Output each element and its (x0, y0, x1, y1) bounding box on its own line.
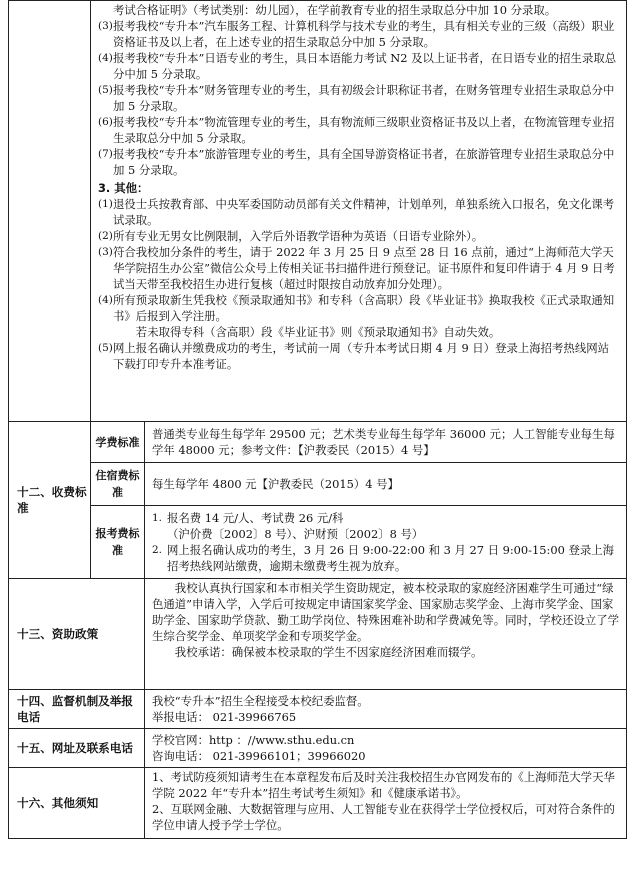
bonus-item (98, 82, 620, 114)
item-sub-text: （沪价费〔2002〕8 号）、沪财预〔2002〕8 号） (167, 527, 424, 541)
other-list (98, 196, 620, 372)
item-text: 报考我校“专升本”财务管理专业的考生，具有初级会计职称证书者，在财务管理专业招生录取总分中加 5 分录取。 (113, 83, 615, 113)
rules-row (9, 1, 627, 422)
item-extra-text: 若未取得专科（含高职）段《毕业证书》则《预录取通知书》自动失效。 (135, 325, 501, 339)
item-text: 所有专业无男女比例限制，入学后外语教学语种为英语（日语专业除外）。 (113, 229, 484, 243)
contact-section-label: 十五、网址及联系电话 (9, 729, 145, 768)
exam-fee-cell (145, 506, 627, 579)
consult-phone: 咨询电话： 021-39966101；39966020 (152, 749, 366, 763)
supervision-section-label: 十四、监督机制及举报电话 (9, 690, 145, 729)
aid-cell (145, 579, 627, 690)
dorm-label: 住宿费标准 (91, 463, 145, 506)
notes-paragraph: 1、考试防疫须知请考生在本章程发布后及时关注我校招生办官网发布的《上海师范大学天华学院 2022 年“专升本”招生考试考生须知》和《健康承诺书》。 (152, 770, 615, 800)
supervision-row (9, 690, 627, 729)
item-number: 2. (152, 544, 163, 556)
item-text: 报考我校“专升本”物流管理专业的考生，具有物流师三级职业资格证书及以上者，在物流管理专业招生录取总分中加 5 分录取。 (113, 115, 615, 145)
item-number: (4) (98, 294, 113, 306)
bonus-list (98, 18, 620, 178)
item-number: (3) (98, 20, 113, 32)
item-text: 网上报名确认并缴费成功的考生，考试前一周（专升本考试日期 4 月 9 日）登录上海招考热线网站下载打印专升本准考证。 (113, 341, 609, 371)
rules-cell (91, 1, 627, 422)
contact-cell (145, 729, 627, 768)
other-item (98, 340, 620, 372)
notes-paragraph: 2、互联网金融、大数据管理与应用、人工智能专业在获得学士学位授权后，可对符合条件的学位申请人授予学士学位。 (152, 802, 615, 832)
exam-fee-item (152, 510, 620, 542)
contact-row (9, 729, 627, 768)
tuition-label: 学费标准 (91, 422, 145, 463)
admission-charter-page (8, 0, 626, 883)
notes-row (9, 768, 627, 839)
item-number: (5) (98, 84, 113, 96)
item-number: (7) (98, 148, 113, 160)
supervision-cell (145, 690, 627, 729)
charter-table (8, 0, 627, 839)
fees-tuition-row (9, 422, 627, 463)
fees-exam-row (9, 506, 627, 579)
aid-section-label: 十三、资助政策 (9, 579, 145, 690)
fees-section-label: 十二、收费标准 (9, 422, 91, 579)
other-item (98, 196, 620, 228)
item-number: (6) (98, 116, 113, 128)
other-heading: 3. 其他： (98, 181, 149, 195)
dorm-text: 每生每学年 4800 元【沪教委民（2015）4 号】 (145, 463, 627, 506)
item-text: 报考我校“专升本”日语专业的考生，具日本语能力考试 N2 及以上证书者，在日语专业的招生录取总分中加 5 分录取。 (113, 51, 617, 81)
aid-row (9, 579, 627, 690)
notes-cell (145, 768, 627, 839)
bonus-item (98, 50, 620, 82)
other-item (98, 244, 620, 292)
bonus-item (98, 18, 620, 50)
other-item (98, 292, 620, 340)
notes-section-label: 十六、其他须知 (9, 768, 145, 839)
bonus-item (98, 114, 620, 146)
bonus-continued-text: 考试合格证明》（考试类别：幼儿园），在学前教育专业的招生录取总分中加 10 分录取。 (113, 3, 557, 17)
item-number: 1. (152, 512, 163, 524)
item-number: (2) (98, 230, 113, 242)
exam-fee-label: 报考费标准 (91, 506, 145, 579)
other-item (98, 228, 620, 244)
school-website: 学校官网：http ：//www.sthu.edu.cn (152, 733, 355, 747)
item-text: 网上报名确认成功的考生，3 月 26 日 9:00-22:00 和 3 月 27 日 9:00-15:00 登录上海招考热线网站缴费，逾期未缴费考生视为放弃。 (167, 543, 615, 573)
exam-fee-item (152, 542, 620, 574)
item-text: 所有预录取新生凭我校《预录取通知书》和专科（含高职）段《毕业证书》换取我校《正式录取通知书》后报到入学注册。 (113, 293, 615, 323)
supervision-text: 我校“专升本”招生全程接受本校纪委监督。 (152, 694, 369, 708)
aid-promise: 我校承诺：确保被本校录取的学生不因家庭经济困难而辍学。 (174, 645, 483, 659)
item-number: (3) (98, 246, 113, 258)
item-number: (5) (98, 342, 113, 354)
fees-dorm-row (9, 463, 627, 506)
tuition-text: 普通类专业每生每学年 29500 元；艺术类专业每生每学年 36000 元；人工智能专业每生每学年 48000 元；参考文件：【沪教委民（2015）4 号】 (145, 422, 627, 463)
item-number: (1) (98, 198, 113, 210)
item-text: 报名费 14 元/人、考试费 26 元/科 (167, 511, 344, 525)
item-text: 报考我校“专升本”旅游管理专业的考生，具有全国导游资格证书者，在旅游管理专业招生录取总分中加 5 分录取。 (113, 147, 615, 177)
item-text: 退役士兵按教育部、中央军委国防动员部有关文件精神，计划单列，单独系统入口报名，免文化课考试录取。 (113, 197, 615, 227)
item-number: (4) (98, 52, 113, 64)
item-text: 符合我校加分条件的考生，请于 2022 年 3 月 25 日 9 点至 28 日 16 点前，通过“上海师范大学天华学院招生办公室”微信公众号上传相关证书扫描件进行预登记。证书原件和复印件请于 4 月 9 日考试当天带至我校招生办进行复核（超过时限按自动放弃加分处理）。 (113, 245, 615, 291)
report-phone: 举报电话： 021-39966765 (152, 710, 297, 724)
item-text: 报考我校“专升本”汽车服务工程、计算机科学与技术专业的考生，具有相关专业的三级（高级）职业资格证书及以上者，在上述专业的招生录取总分中加 5 分录取。 (113, 19, 615, 49)
bonus-item (98, 146, 620, 178)
aid-paragraph: 我校认真执行国家和本市相关学生资助规定，被本校录取的家庭经济困难学生可通过“绿色通道”申请入学，入学后可按规定申请国家奖学金、国家励志奖学金、上海市奖学金、国家助学金、国家助学贷款、勤工助学岗位、特殊困难补助和学费减免等。同时，学校还设立了学生综合奖学金、单项奖学金和专项奖学金。 (152, 581, 620, 643)
